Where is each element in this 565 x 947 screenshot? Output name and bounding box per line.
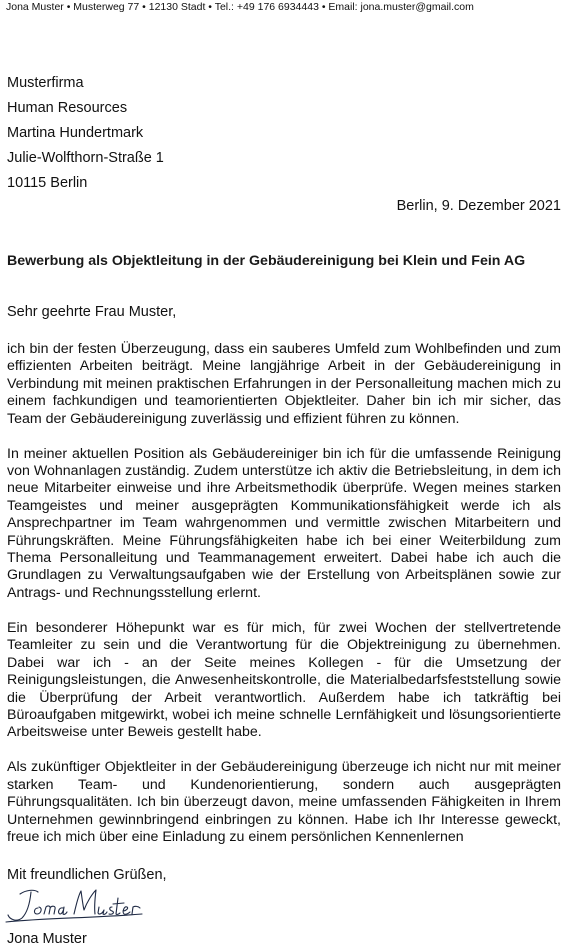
- body-paragraph-3: Ein besonderer Höhepunkt war es für mich, für zwei Wochen der stellvertretende Teamleiter zu sein und die Verantwortung für die Objektreinigung zu übernehmen. Dabei war ich - an der Seite meines Kollegen - für die Umsetzung der Reinigungsleistungen, die Anwesenheitskontrolle, die Materialbedarfsfeststellung sowie die Überprüfung der Arbeit verantwortlich. Außerdem habe ich tatkräftig bei Büroaufgaben mitgewirkt, wobei ich meine schnelle Lernfähigkeit und lösungsorientierte Arbeitsweise unter Beweis gestellt habe.: [7, 619, 561, 741]
- recipient-street: Julie-Wolfthorn-Straße 1: [7, 150, 164, 166]
- letter-subject: Bewerbung als Objektleitung in der Gebäudereinigung bei Klein und Fein AG: [7, 253, 526, 269]
- letter-date: Berlin, 9. Dezember 2021: [396, 198, 561, 214]
- recipient-address: [7, 71, 164, 196]
- sender-name: Jona Muster: [7, 931, 87, 947]
- recipient-company: Musterfirma: [7, 75, 84, 91]
- sender-contact-line: Jona Muster • Musterweg 77 • 12130 Stadt • Tel.: +49 176 6934443 • Email: jona.muster@gmail.com: [6, 1, 474, 13]
- recipient-department: Human Resources: [7, 100, 128, 116]
- body-paragraph-2: In meiner aktuellen Position als Gebäudereiniger bin ich für die umfassende Reinigung von Wohnanlagen zuständig. Zudem unterstütze ich aktiv die Betriebsleitung, in dem ich neue Mitarbeiter einweise und ihre Arbeitsmethodik überprüfe. Wegen meines starken Teamgeistes und meiner ausgeprägten Kommunikationsfähigkeit werde ich als Ansprechpartner im Team wahrgenommen und vermittle zwischen Mitarbeitern und Führungskräften. Meine Führungsfähigkeiten habe ich bei einer Weiterbildung zum Thema Personalleitung und Teammanagement erweitert. Dabei habe ich auch die Grundlagen zu Verwaltungsaufgaben wie der Erstellung von Arbeitsplänen sowie zur Antrags- und Rechnungsstellung erlernt.: [7, 445, 561, 601]
- letter-closing: Mit freundlichen Grüßen,: [7, 867, 167, 883]
- handwritten-signature: [4, 884, 144, 926]
- recipient-city: 10115 Berlin: [7, 175, 88, 191]
- letter-salutation: Sehr geehrte Frau Muster,: [7, 304, 177, 320]
- body-paragraph-4: Als zukünftiger Objektleiter in der Gebäudereinigung überzeuge ich nicht nur mit meiner starken Team- und Kundenorientierung, sondern auch ausgeprägten Führungsqualitäten. Ich bin überzeugt davon, meine umfassenden Fähigkeiten in Ihrem Unternehmen gewinnbringend einbringen zu können. Habe ich Ihr Interesse geweckt, freue ich mich über eine Einladung zu einem persönlichen Kennenlernen: [7, 759, 561, 845]
- body-paragraph-1: ich bin der festen Überzeugung, dass ein sauberes Umfeld zum Wohlbefinden und zum effizienten Arbeiten beiträgt. Meine langjährige Arbeit in der Gebäudereinigung in Verbindung mit meinen praktischen Erfahrungen in der Personalleitung machen mich zu einem fachkundigen und teamorientierten Objektleiter. Daher bin ich mir sicher, das Team der Gebäudereinigung zuverlässig und effizient führen zu können.: [7, 341, 561, 427]
- recipient-person: Martina Hundertmark: [7, 125, 144, 141]
- letter-body: [7, 341, 561, 864]
